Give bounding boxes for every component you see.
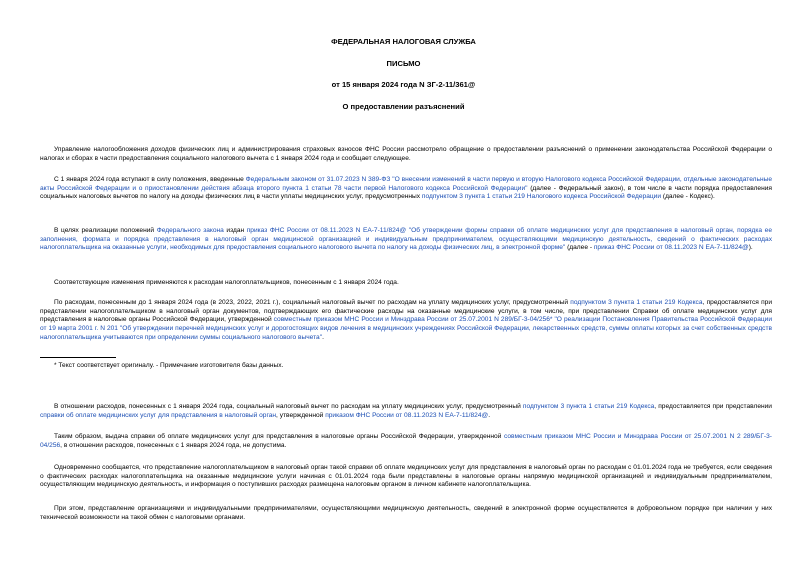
paragraph-text: , утвержденной <box>276 411 326 419</box>
agency-title: ФЕДЕРАЛЬНАЯ НАЛОГОВАЯ СЛУЖБА <box>331 37 476 46</box>
paragraph-5 <box>40 299 772 343</box>
paragraph-text: В целях реализации положений <box>54 227 157 234</box>
joint-order-289-link[interactable]: совместным приказом МНС России и Минздрава России от 25.07.2001 N 289/БГ-3-04/256* "О реализации Постановления Правительства Российской Федерации от 19 марта 2001 г. N 201 "Об утверждении перечней медицинских услуг и дорогостоящих видов лечения в медицинских учреждениях Российской Федерации, лекарственных средств, суммы оплаты которых за счет собственных средств налогоплательщика учитываются при определении суммы социального налогового вычета" <box>40 316 773 341</box>
paragraph-text: По расходам, понесенным до 1 января 2024 года (в 2023, 2022, 2021 г.), социальный налоговый вычет по расходам на уплату медицинских услуг, предусмотренный <box>54 299 571 306</box>
paragraph-text: , в отношении расходов, понесенных с 1 января 2024 года, не допустима. <box>60 441 287 449</box>
tax-code-219-link[interactable]: подпунктом 3 пункта 1 статьи 219 Налогового кодекса Российской Федерации <box>421 193 662 201</box>
paragraph-2 <box>40 176 772 202</box>
paragraph-text: . <box>488 411 491 419</box>
fns-order-824-short-link[interactable]: приказ ФНС России от 08.11.2023 N ЕА-7-11/824@ <box>593 244 749 252</box>
paragraph-text: Соответствующие изменения применяются к расходам налогоплательщиков, понесенным с 1 января 2024 года. <box>54 279 399 286</box>
paragraph-text: , предоставляется при представлении <box>654 403 772 410</box>
code-219-link-2[interactable]: подпунктом 3 пункта 1 статьи 219 Кодекса <box>522 403 655 410</box>
paragraph-text: . <box>322 333 324 341</box>
paragraph-text: (далее - Кодекс). <box>661 193 715 201</box>
joint-order-289-link-2[interactable]: совместным приказом МНС России и Минздрава России от 25.07.2001 N 2 289/БГ-3-04/256 <box>40 433 772 449</box>
paragraph-3 <box>40 227 772 253</box>
paragraph-text: В отношении расходов, понесенных с 1 января 2024 года, социальный налоговый вычет по расходам на уплату медицинских услуг, предусмотренный <box>54 403 523 410</box>
law-389-fz-link[interactable]: Федеральным законом от 31.07.2023 N 389-ФЗ "О внесении изменений в части первую и вторую Налогового кодекса Российской Федерации, отдельные законодательные акты Российской Федерации и о приостановлении действия абзаца второго пункта 1 статьи 78 части первой Налогового кодекса Российской Федерации" <box>40 176 773 192</box>
paragraph-8 <box>40 464 772 490</box>
document-type: ПИСЬМО <box>386 59 421 68</box>
paragraph-1 <box>40 146 772 163</box>
paragraph-text: ). <box>748 244 753 252</box>
paragraph-7 <box>40 433 772 450</box>
medical-certificate-link[interactable]: справки об оплате медицинских услуг для представления в налоговый орган <box>40 411 277 419</box>
paragraph-text: Одновременно сообщается, что представление налогоплательщиком в налоговый орган такой справки об оплате медицинских услуг для представления в налоговый орган по расходам с 01.01.2024 года не требуется, если сведения о фактических расходах налогоплательщика на оказанные медицинские услуги начиная с 01.01.2024 года были представлены в налоговые органы напрямую медицинской организацией и индивидуальным предпринимателем, осуществляющим медицинскую деятельность, и информация о поступивших расходах размещена налоговым органом в личном кабинете налогоплательщика. <box>40 464 772 489</box>
paragraph-6 <box>40 403 772 420</box>
paragraph-text: издан <box>223 227 247 234</box>
footnote <box>54 362 772 371</box>
fns-order-824-link[interactable]: приказ ФНС России от 08.11.2023 N ЕА-7-11/824@ "Об утверждении формы справки об оплате медицинских услуг для представления в налоговый орган, порядка ее заполнения, формата и порядка представления в налоговый орган медицинской организацией и индивидуальным предпринимателем, осуществляющими медицинскую деятельность, сведений о фактических расходах налогоплательщика на оказанные услуги, необходимых для предоставления социального налогового вычета по налогу на доходы физических лиц, в электронной форме" <box>40 227 773 252</box>
paragraph-4 <box>40 279 772 288</box>
footnote-text: * Текст соответствует оригиналу. - Примечание изготовителя базы данных. <box>54 362 284 369</box>
document-date-number: от 15 января 2024 года N ЗГ-2-11/361@ <box>331 80 476 89</box>
paragraph-text: (далее - <box>565 244 594 252</box>
paragraph-text: При этом, представление организациями и индивидуальными предпринимателями, осуществляющими медицинскую деятельность, сведений в электронной форме осуществляется в добровольном порядке при наличии у них технической возможности на такой обмен с налоговыми органами. <box>40 505 772 521</box>
paragraph-text: (далее - Федеральный закон), в том числе в части порядка предоставления социальных налоговых вычетов по налогу на доходы физических лиц в части уплаты медицинских услуг, предусмотренных <box>40 184 772 201</box>
federal-law-link[interactable]: Федерального закона <box>156 227 224 234</box>
paragraph-text: , предоставляется при представлении налогоплательщиком в налоговый орган документов, подтверждающих его фактические расходы на оказанные медицинские услуги, в том числе, при представлении Справки об оплате медицинских услуг для представления в налоговые органы Российской Федерации, утвержденной <box>40 299 772 324</box>
document-subject: О предоставлении разъяснений <box>342 102 465 111</box>
paragraph-text: Таким образом, выдача справки об оплате медицинских услуг для представления в налоговые органы Российской Федерации, утвержденной <box>54 433 504 440</box>
fns-order-824-link-2[interactable]: приказом ФНС России от 08.11.2023 N ЕА-7-11/824@ <box>325 411 489 419</box>
code-219-link[interactable]: подпунктом 3 пункта 1 статьи 219 Кодекса <box>570 299 703 306</box>
paragraph-9 <box>40 505 772 522</box>
footnote-divider <box>40 357 116 358</box>
paragraph-text: С 1 января 2024 года вступают в силу положения, введенные <box>54 176 246 183</box>
paragraph-text: Управление налогообложения доходов физических лиц и администрирования страховых взносов ФНС России рассмотрело обращение о предоставлении разъяснений о применении законодательства Российской Федерации о налогах и сборах в части предоставления социального налогового вычета с 1 января 2024 года и сообщает следующее. <box>40 146 772 162</box>
